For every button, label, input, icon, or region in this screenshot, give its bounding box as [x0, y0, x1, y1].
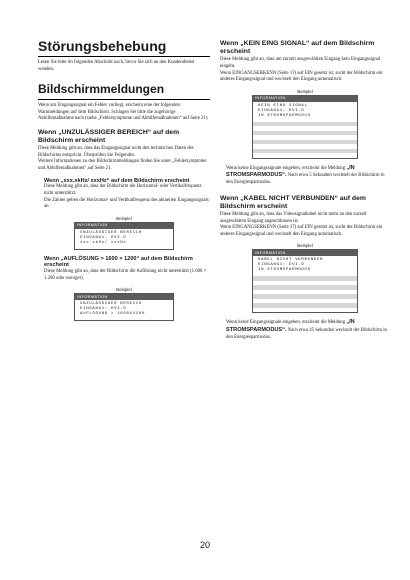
heading-aufloesung: Wenn „AUFLÖSUNG > 1600 × 1200“ auf dem Bildschirm erscheint	[44, 255, 193, 269]
osd-message-box	[74, 293, 174, 321]
note-bold: „IN STROMSPARMODUS“.	[226, 164, 355, 179]
example-label: Beispiel	[297, 243, 313, 249]
note-bold: „IN STROMSPARMODUS“.	[226, 319, 355, 334]
heading-kabel-nicht-verbunden: Wenn „KABEL NICHT VERBUNDEN“ auf dem Bildschirm erscheint	[220, 194, 366, 210]
frequency-text-2: Die Zahlen geben die Horizontal- und Vertikalfrequenz des aktuellen Eingangssignals an.	[44, 197, 209, 210]
osd-message-box	[74, 222, 174, 250]
osd-line: IN STROMSPARMODUS	[258, 113, 311, 118]
example-kabel	[220, 243, 390, 313]
osd-body	[75, 300, 173, 320]
osd-body	[75, 229, 173, 249]
right-column	[220, 40, 390, 341]
note-text: Wenn keine Eingangssignale eingehen, erscheint die Meldung	[226, 320, 346, 326]
example-label: Beispiel	[297, 88, 313, 94]
kein-signal-text: Diese Meldung gibt an, dass am zurzeit ausgewählten Eingang kein Eingangssignal eingeht.	[220, 57, 381, 69]
kabel-text: Diese Meldung gibt an, dass das Videosignalkabel nicht mehr an den zurzeit ausgewählten Eingang angeschlossen ist.	[220, 212, 367, 224]
kabel-note	[226, 319, 390, 341]
example-label: Beispiel	[116, 215, 132, 221]
osd-background-rows	[253, 276, 357, 312]
osd-line: UNZULÄSSIGER BEREICH	[80, 302, 143, 307]
osd-line: KABEL NICHT VERBUNDEN	[258, 258, 324, 263]
osd-body	[253, 256, 357, 276]
example-frequency	[38, 216, 210, 250]
section-title: Bildschirmmeldungen	[38, 83, 210, 100]
osd-header: INFORMATION	[253, 96, 357, 102]
frequency-text: Diese Meldung gibt an, dass der Bildschirm die Horizontal- oder Vertikalfrequenz nicht unterstützt.	[44, 184, 202, 196]
page-number: 20	[199, 540, 210, 550]
osd-line: KEIN EING SIGNAL	[258, 103, 308, 108]
osd-message-box	[252, 95, 358, 159]
osd-line: EINGANG1: DVI-D	[80, 307, 127, 312]
osd-header: INFORMATION	[253, 250, 357, 256]
osd-line: AUFLÖSUNG > 1600X1200	[80, 312, 146, 317]
osd-background-rows	[253, 122, 357, 158]
intro-text: Lesen Sie bitte im folgenden Abschnitt nach, bevor Sie sich an den Kundendienst wenden.	[38, 60, 195, 72]
kein-signal-text-2: Wenn EINGANGSERKENN (Seite 17) auf EIN gesetzt ist, sucht der Bildschirm ein anderes Eingangssignal und wechselt den Eingang automatisch.	[220, 70, 383, 83]
osd-line: IN STROMSPARMODUS	[258, 268, 311, 273]
osd-line: EINGANG1: DVI-D	[80, 235, 127, 240]
heading-frequency: Wenn „xxx.xkHz/ xxxHz“ auf dem Bildschirm erscheint	[44, 177, 190, 184]
example-label: Beispiel	[116, 287, 132, 293]
left-column	[38, 38, 210, 327]
aufloesung-text: Diese Meldung gibt an, dass der Bildschirm die Auflösung nicht unterstützt (1.600 × 1.200 oder weniger).	[44, 269, 207, 281]
note-text: Nach etwa 45 Sekunden wechselt der Bildschirm in den Energiesparmodus.	[226, 328, 387, 340]
heading-unzulaessiger-bereich: Wenn „UNZULÄSSIGER BEREICH“ auf dem Bildschirm erscheint	[38, 128, 180, 145]
kein-signal-note	[226, 165, 390, 187]
unzulaessig-text-2: Weitere Informationen zu den Bildschirmmeldungen finden Sie unter „Fehlersymptome und Abhilfemaßnahmen“ auf Seite 21.	[38, 159, 207, 172]
note-text: Wenn keine Eingangssignale eingehen, erscheint die Meldung	[226, 165, 346, 171]
osd-line: xxx.xkHz/ xxxHz	[80, 240, 127, 245]
osd-header: INFORMATION	[75, 294, 173, 300]
osd-line: EINGANG1: DVI-D	[258, 108, 305, 113]
osd-line: EINGANG1: DVI-D	[258, 263, 305, 268]
osd-line: UNZULÄSSIGER BEREICH	[80, 230, 143, 235]
kabel-text-2: Wenn EINGANGSERKENN (Seite 17) auf EIN gesetzt ist, sucht der Bildschirm ein anderes Eingangssignal und wechselt den Eingang automatisch.	[220, 225, 383, 237]
osd-body	[253, 102, 357, 122]
osd-header: INFORMATION	[75, 223, 173, 229]
page-title: Störungsbehebung	[38, 38, 210, 57]
heading-kein-eing-signal: Wenn „KEIN EING SIGNAL“ auf dem Bildschirm erscheint	[220, 40, 375, 56]
section-text: Wenn am Eingangssignal ein Fehler vorliegt, erscheint eine der folgenden Warnmeldungen auf dem Bildschirm. Schlagen Sie bitte die zugehörige Abhilfemaßnahme nach (siehe „Fehlersymptome und Abhilfemaßnahmen“ auf Seite 21).	[38, 103, 209, 122]
example-aufloesung	[38, 287, 210, 321]
unzulaessig-text: Diese Meldung gibt an, dass das Eingangssignal nicht den technischen Daten des Bildschirms entspricht. Überprüfen Sie Folgendes.	[38, 146, 194, 158]
example-kein-signal	[220, 89, 390, 159]
note-text: Nach etwa 5 Sekunden wechselt der Bildschirm in den Energiesparmodus.	[226, 173, 385, 186]
osd-message-box	[252, 249, 358, 313]
